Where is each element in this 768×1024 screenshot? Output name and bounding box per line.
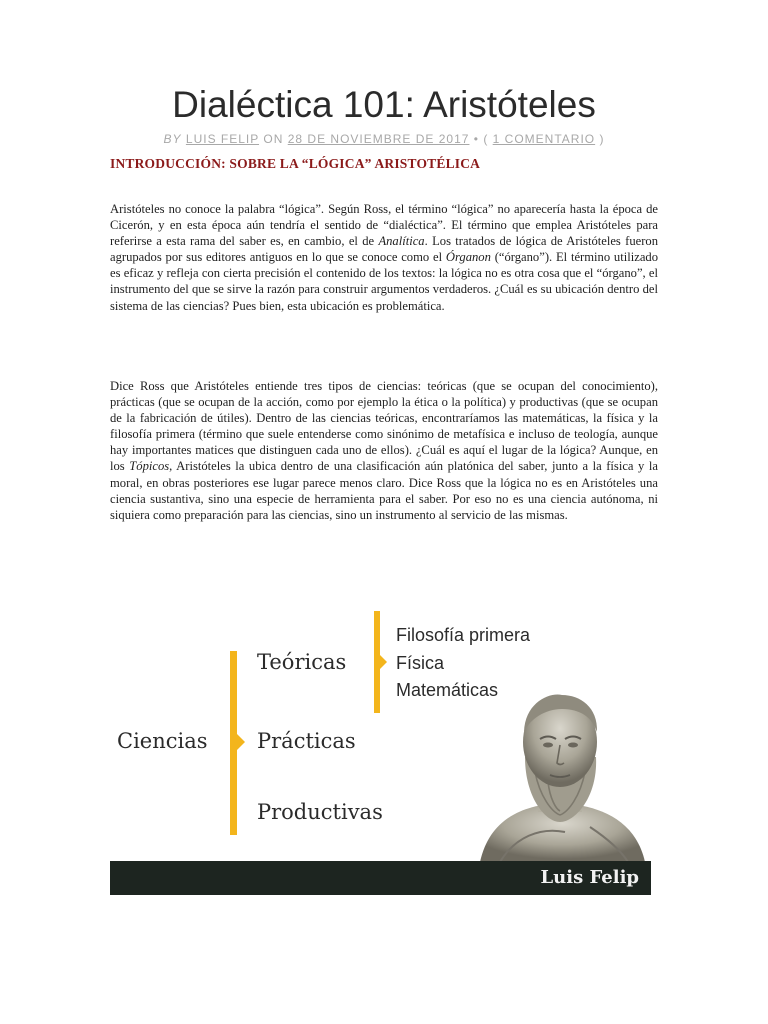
diagram-bracket-main bbox=[230, 651, 237, 835]
p2-text-a: Dice Ross que Aristóteles entiende tres tipos de ciencias: teóricas (que se ocupan del conocimiento), prácticas (que se ocupan de la acción, como por ejemplo la ética o la política) y productivas (que se ocupan de la fabricación de útiles). Dentro de las ciencias teóricas, encontraríamos las matemáticas, la física y la filosofía primera (término que suele entenderse como sinónimo de metafísica e incluso de teología, aunque hay importantes matices que distinguen cada uno de ellos). ¿Cuál es aquí el lugar de la lógica? Aunque, en los bbox=[110, 379, 658, 474]
author-link[interactable]: LUIS FELIP bbox=[185, 132, 260, 146]
diagram-child-fisica: Física bbox=[396, 653, 445, 673]
diagram-root-label: Ciencias bbox=[117, 729, 208, 753]
paragraph-1 bbox=[110, 201, 658, 314]
diagram-arrow-main-icon bbox=[237, 734, 245, 750]
paragraph-2 bbox=[110, 378, 658, 523]
date-link[interactable]: 28 DE NOVIEMBRE DE 2017 bbox=[287, 132, 470, 146]
p2-italic-topicos: Tópicos bbox=[129, 459, 170, 474]
section-heading: INTRODUCCIÓN: SOBRE LA “LÓGICA” ARISTOTÉLICA bbox=[110, 156, 481, 171]
diagram-child-matematicas: Matemáticas bbox=[396, 680, 499, 700]
aristotle-bust-image bbox=[470, 687, 650, 862]
p1-text-b: . Los tratados de lógica de Aristóteles fueron agrupados por sus editores antiguos en lo que se conoce como el bbox=[110, 234, 658, 265]
diagram-branch-practicas: Prácticas bbox=[257, 729, 356, 753]
diagram-branch-productivas: Productivas bbox=[257, 800, 383, 824]
meta-sep-open: • ( bbox=[473, 132, 489, 146]
meta-on: ON bbox=[263, 132, 284, 146]
p1-italic-organon: Órganon bbox=[445, 250, 491, 265]
meta-sep-close: ) bbox=[599, 132, 605, 146]
post-title: Dialéctica 101: Aristóteles bbox=[172, 84, 596, 125]
p1-text-c: (“órgano”). El término utilizado es eficaz y refleja con cierta precisión el contenido de los textos: la lógica no es otra cosa que el “órgano”, el instrumento del que se sirve la razón para construir argumentos verdaderos. ¿Cuál es su ubicación dentro del sistema de las ciencias? Pues bien, esta ubicación es problemática. bbox=[110, 250, 658, 313]
p1-text-a: Aristóteles no conoce la palabra “lógica”. Según Ross, el término “lógica” no aparecería hasta la época de Cicerón, y en esta época aún tendría el sentido de “dialéctica”. El término que emplea Aristóteles para referirse a esta rama del saber es, en cambio, el de bbox=[110, 202, 658, 249]
meta-by: BY bbox=[163, 132, 182, 146]
diagram-branch-teoricas: Teóricas bbox=[257, 650, 347, 674]
p1-italic-analitica: Analítica bbox=[378, 234, 425, 249]
diagram-watermark: Luis Felip bbox=[540, 867, 639, 888]
sciences-diagram-image bbox=[110, 605, 651, 895]
p2-text-b: , Aristóteles la ubica dentro de una clasificación aún platónica del saber, junto a la física y la moral, en obras posteriores ese lugar parece menos claro. Dice Ross que la lógica no es en Aristóteles una ciencia sustantiva, sino una especie de herramienta para el saber. Por eso no es una ciencia autónoma, ni siquiera como preparación para las ciencias, sino un instrumento al servicio de las mismas. bbox=[110, 459, 658, 522]
diagram-arrow-teoricas-icon bbox=[380, 655, 387, 669]
diagram-footer-bar bbox=[110, 861, 651, 895]
post-meta bbox=[0, 132, 768, 146]
comments-link[interactable]: 1 COMENTARIO bbox=[492, 132, 596, 146]
diagram-child-filosofia: Filosofía primera bbox=[396, 625, 531, 645]
